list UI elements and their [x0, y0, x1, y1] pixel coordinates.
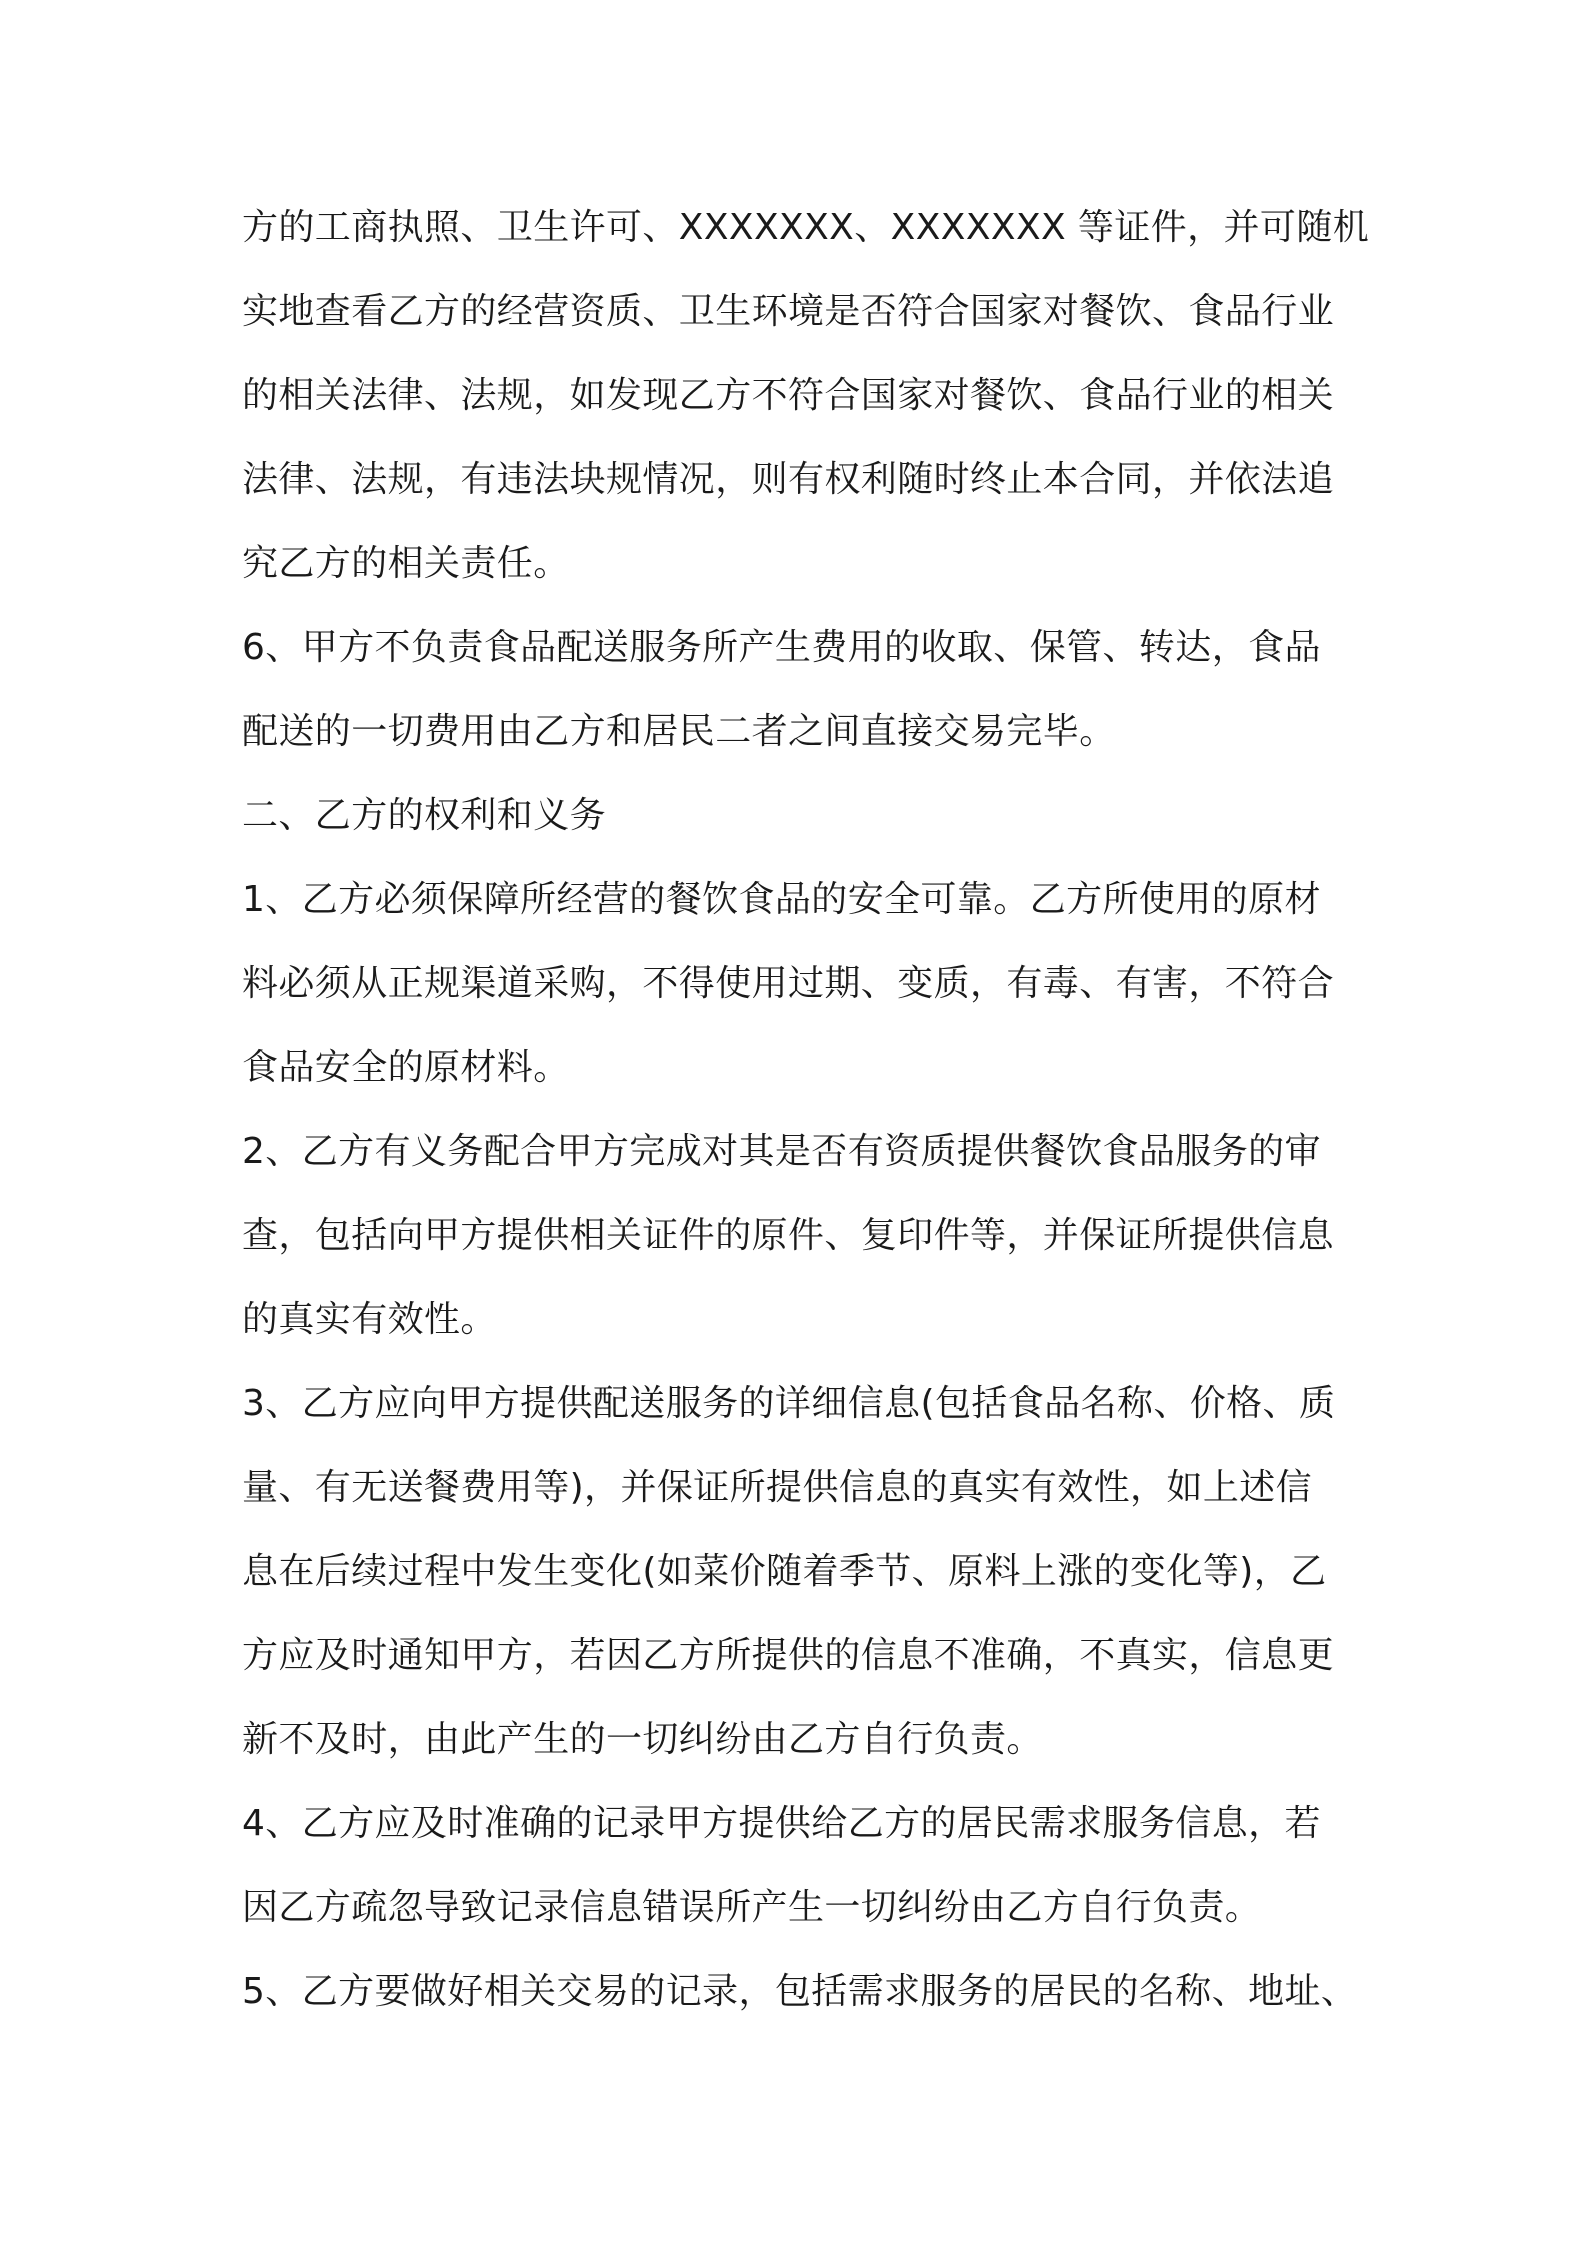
- text-line: 查，包括向甲方提供相关证件的原件、复印件等，并保证所提供信息: [242, 1215, 1335, 1256]
- text-line: 食品安全的原材料。: [242, 1047, 570, 1088]
- text-line: 量、有无送餐费用等)，并保证所提供信息的真实有效性，如上述信: [242, 1467, 1313, 1508]
- text-line: 方的工商执照、卫生许可、XXXXXXX、XXXXXXX 等证件，并可随机: [242, 207, 1370, 248]
- document-body: [242, 200, 1370, 2048]
- text-line: 4、乙方应及时准确的记录甲方提供给乙方的居民需求服务信息，若: [242, 1803, 1321, 1844]
- text-line: 实地查看乙方的经营资质、卫生环境是否符合国家对餐饮、食品行业: [242, 291, 1335, 332]
- text-line: 配送的一切费用由乙方和居民二者之间直接交易完毕。: [242, 711, 1116, 752]
- text-line: 方应及时通知甲方，若因乙方所提供的信息不准确，不真实，信息更: [242, 1635, 1335, 1676]
- text-line: 3、乙方应向甲方提供配送服务的详细信息(包括食品名称、价格、质: [242, 1383, 1336, 1424]
- text-line: 2、乙方有义务配合甲方完成对其是否有资质提供餐饮食品服务的审: [242, 1131, 1321, 1172]
- text-line: 因乙方疏忽导致记录信息错误所产生一切纠纷由乙方自行负责。: [242, 1887, 1262, 1928]
- text-line: 新不及时，由此产生的一切纠纷由乙方自行负责。: [242, 1719, 1043, 1760]
- text-line: 料必须从正规渠道采购，不得使用过期、变质，有毒、有害，不符合: [242, 963, 1335, 1004]
- text-line: 的相关法律、法规，如发现乙方不符合国家对餐饮、食品行业的相关: [242, 375, 1335, 416]
- text-line: 1、乙方必须保障所经营的餐饮食品的安全可靠。乙方所使用的原材: [242, 879, 1321, 920]
- text-line: 法律、法规，有违法块规情况，则有权利随时终止本合同，并依法追: [242, 459, 1335, 500]
- text-line: 6、甲方不负责食品配送服务所产生费用的收取、保管、转达，食品: [242, 627, 1321, 668]
- text-line: 息在后续过程中发生变化(如菜价随着季节、原料上涨的变化等)，乙: [242, 1551, 1327, 1592]
- text-line: 究乙方的相关责任。: [242, 543, 570, 584]
- text-line: 5、乙方要做好相关交易的记录，包括需求服务的居民的名称、地址、: [242, 1971, 1358, 2012]
- text-line: 的真实有效性。: [242, 1299, 497, 1340]
- section-heading: 二、乙方的权利和义务: [242, 795, 607, 836]
